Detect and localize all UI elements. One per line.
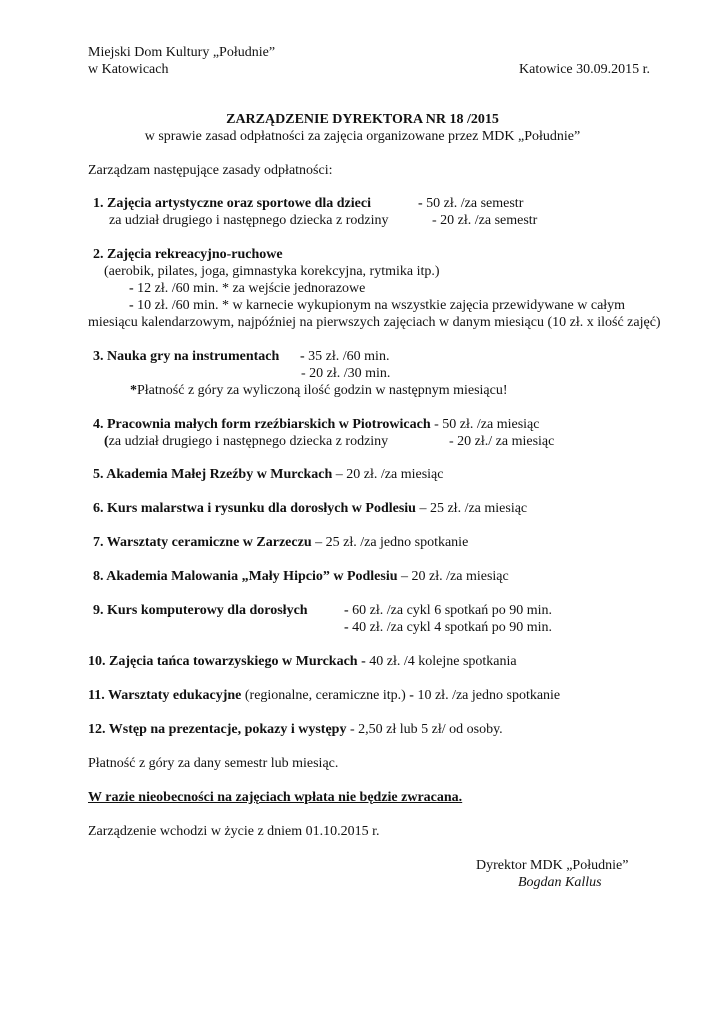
item-option-text: 10 zł. /60 min. * w karnecie wykupionym na wszystkie zajęcia przewidywane w całym: [133, 298, 626, 313]
item-title: Kurs komputerowy dla dorosłych: [107, 603, 308, 618]
item-number: 11.: [88, 688, 105, 703]
list-item-7: [93, 534, 468, 551]
payment-note: Płatność z góry za dany semestr lub miesiąc.: [88, 756, 339, 771]
item-number: 6.: [93, 501, 104, 516]
item-price-2: - 20 zł. /30 min.: [301, 366, 391, 381]
item-price-2: - 40 zł. /za cykl 4 spotkań po 90 min.: [344, 620, 553, 635]
item-dash: -: [409, 688, 414, 703]
item-price: – 25 zł. /za jedno spotkanie: [311, 535, 469, 550]
list-item-4: [93, 416, 539, 433]
item-title: Warsztaty ceramiczne w Zarzeczu: [106, 535, 312, 550]
intro-text: Zarządzam następujące zasady odpłatności:: [88, 163, 333, 178]
item-price: 10 zł. /za jedno spotkanie: [413, 688, 561, 703]
item-title: Nauka gry na instrumentach: [107, 349, 280, 364]
document-title: ZARZĄDZENIE DYREKTORA NR 18 /2015: [226, 112, 499, 127]
organization-name: Miejski Dom Kultury „Południe”: [88, 45, 276, 60]
place-date: Katowice 30.09.2015 r.: [519, 62, 651, 77]
absence-note: W razie nieobecności na zajęciach wpłata nie będzie zwracana.: [88, 790, 463, 805]
item-title: Zajęcia rekreacyjno-ruchowe: [107, 247, 283, 262]
list-item-8: [93, 568, 509, 585]
item-price: - 50 zł. /za miesiąc: [430, 417, 540, 432]
item-number: 8.: [93, 569, 104, 584]
item-number: 1.: [93, 196, 104, 211]
item-title: Pracownia małych form rzeźbiarskich w Piotrowicach: [107, 417, 431, 432]
item-title: Akademia Malowania „Mały Hipcio” w Podlesiu: [106, 569, 398, 584]
list-item-5: [93, 466, 443, 483]
item-sub-label: (za udział drugiego i następnego dziecka z rodziny: [104, 434, 389, 449]
item-number: 7.: [93, 535, 104, 550]
list-item-10: [88, 653, 517, 670]
item-number: 2.: [93, 247, 104, 262]
item-dash: -: [344, 620, 349, 635]
item-dash: -: [129, 281, 134, 296]
item-option-2-continued: miesiącu kalendarzowym, najpóźniej na pierwszych zajęciach w danym miesiącu (10 zł. x ilość zajęć): [88, 315, 661, 330]
list-item-1: [93, 195, 371, 212]
effective-date-note: Zarządzenie wchodzi w życie z dniem 01.10.2015 r.: [88, 824, 380, 839]
list-item-12: [88, 721, 503, 738]
organization-city: w Katowicach: [88, 62, 169, 77]
item-title: Warsztaty edukacyjne: [107, 688, 242, 703]
item-price: – 25 zł. /za miesiąc: [415, 501, 528, 516]
item-option-text: 12 zł. /60 min. * za wejście jednorazowe: [133, 281, 366, 296]
item-price: 40 zł. /4 kolejne spotkania: [365, 654, 517, 669]
item-dash: -: [344, 603, 349, 618]
item-number: 5.: [93, 467, 104, 482]
item-sub-label: za udział drugiego i następnego dziecka z rodziny: [109, 213, 389, 228]
list-item-9: [93, 602, 308, 619]
document-subtitle: w sprawie zasad odpłatności za zajęcia organizowane przez MDK „Południe”: [144, 129, 581, 144]
item-title: Wstęp na prezentacje, pokazy i występy: [108, 722, 347, 737]
item-price: - 50 zł. /za semestr: [418, 196, 524, 211]
item-title: Zajęcia artystyczne oraz sportowe dla dzieci: [107, 196, 371, 211]
list-item-11: [88, 687, 560, 704]
item-note: *Płatność z góry za wyliczoną ilość godzin w następnym miesiącu!: [130, 383, 508, 398]
item-title: Akademia Małej Rzeźby w Murckach: [106, 467, 333, 482]
item-sub-price: - 20 zł./ za miesiąc: [449, 434, 555, 449]
item-price-1: - 35 zł. /60 min.: [300, 349, 390, 364]
item-option-1: [129, 280, 365, 297]
signature-name: Bogdan Kallus: [518, 875, 602, 890]
item-number: 4.: [93, 417, 104, 432]
item-price: – 20 zł. /za miesiąc: [397, 569, 509, 584]
list-item-6: [93, 500, 527, 517]
item-qualifier: (regionalne, ceramiczne itp.): [241, 688, 410, 703]
item-title: Kurs malarstwa i rysunku dla dorosłych w Podlesiu: [107, 501, 416, 516]
note-star: *: [130, 383, 137, 398]
item-price: – 20 zł. /za miesiąc: [332, 467, 444, 482]
list-item-3: [93, 348, 279, 365]
item-title: Zajęcia tańca towarzyskiego w Murckach -: [109, 654, 366, 669]
signature-role: Dyrektor MDK „Południe”: [476, 858, 629, 873]
item-number: 12.: [88, 722, 106, 737]
item-number: 9.: [93, 603, 104, 618]
item-number: 10.: [88, 654, 106, 669]
item-sub-price: - 20 zł. /za semestr: [432, 213, 538, 228]
item-price: - 2,50 zł lub 5 zł/ od osoby.: [346, 722, 503, 737]
item-price-1: - 60 zł. /za cykl 6 spotkań po 90 min.: [344, 603, 553, 618]
item-option-2: [129, 297, 625, 314]
item-dash: -: [129, 298, 134, 313]
item-number: 3.: [93, 349, 104, 364]
list-item-2: [93, 246, 283, 263]
item-dash: -: [300, 349, 305, 364]
item-description: (aerobik, pilates, joga, gimnastyka korekcyjna, rytmika itp.): [104, 264, 440, 279]
